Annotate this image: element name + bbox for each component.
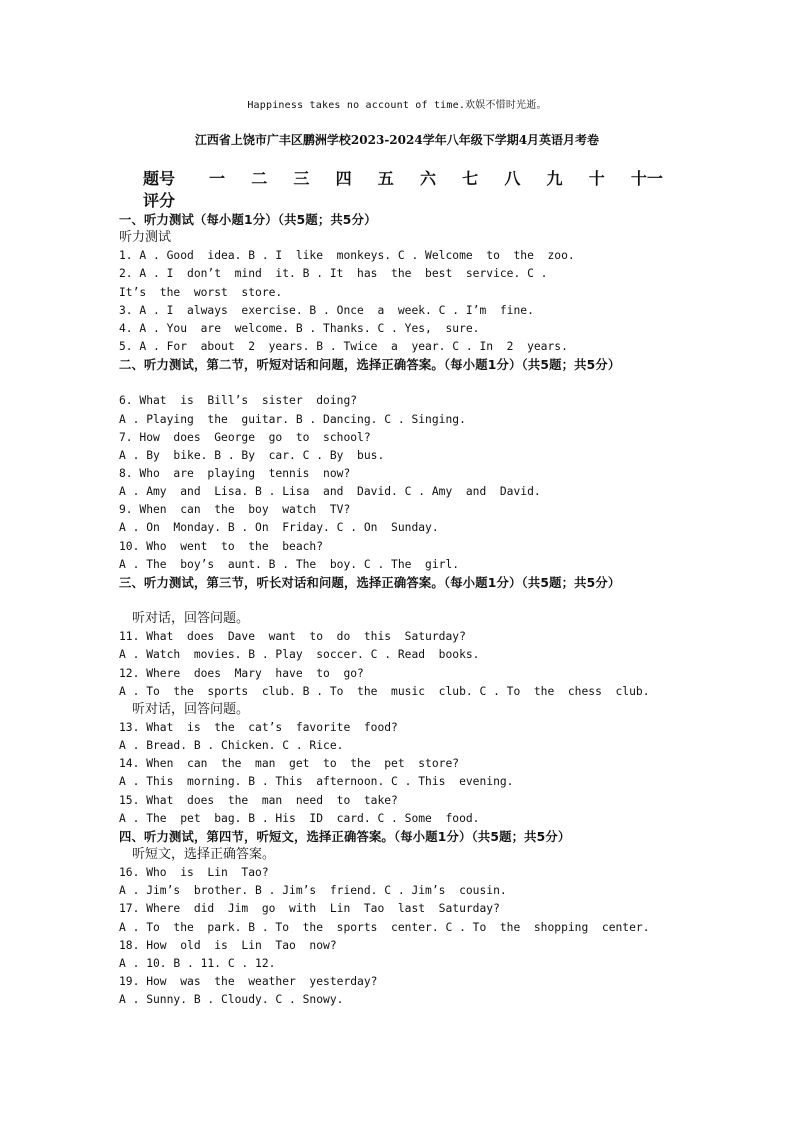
question-line: 13. What is the cat’s favorite food?	[119, 720, 398, 734]
question-line: 1. A . Good idea. B . I like monkeys. C . Welcome to the zoo.	[119, 249, 575, 263]
question-line: A . Watch movies. B . Play soccer. C . Read books.	[119, 648, 480, 662]
question-line: A . On Monday. B . On Friday. C . On Sunday.	[119, 521, 439, 535]
question-line: A . The boy’s aunt. B . The boy. C . The girl.	[119, 557, 460, 571]
section-heading: 三、听力测试，第三节，听长对话和问题，选择正确答案。（每小题1分）（共5题；共5分）	[119, 575, 621, 590]
score-table-question-label: 题号	[143, 169, 176, 188]
question-line: 7. How does George go to school?	[119, 430, 371, 444]
question-line: A . Amy and Lisa. B . Lisa and David. C . Amy and David.	[119, 485, 541, 499]
question-line: 16. Who is Lin Tao?	[119, 866, 269, 880]
section-instruction: 听短文，选择正确答案。	[132, 846, 276, 862]
score-column: 十一	[630, 169, 663, 188]
exam-content	[119, 211, 671, 1009]
score-column: 三	[293, 169, 310, 188]
section-heading: 一、听力测试（每小题1分）（共5题；共5分）	[119, 213, 377, 227]
section-heading: 四、听力测试，第四节，听短文，选择正确答案。（每小题1分）（共5题；共5分）	[119, 829, 571, 844]
question-line: 5. A . For about 2 years. B . Twice a year. C . In 2 years.	[119, 339, 568, 353]
section-instruction: 听对话，回答问题。	[132, 611, 250, 627]
score-column: 五	[377, 169, 394, 188]
question-line: 8. Who are playing tennis now?	[119, 466, 351, 480]
score-column: 九	[546, 169, 563, 188]
score-table-header-row	[143, 166, 663, 189]
score-column: 十	[588, 169, 605, 188]
question-line: It’s the worst store.	[119, 285, 283, 299]
question-line: A . Jim’s brother. B . Jim’s friend. C . Jim’s cousin.	[119, 884, 507, 898]
question-line: A . This morning. B . This afternoon. C . This evening.	[119, 775, 514, 789]
score-column: 七	[462, 169, 479, 188]
question-line: 15. What does the man need to take?	[119, 793, 398, 807]
question-line: A . Sunny. B . Cloudy. C . Snowy.	[119, 993, 344, 1007]
section-heading: 二、听力测试，第二节，听短对话和问题，选择正确答案。（每小题1分）（共5题；共5分）	[119, 358, 621, 373]
question-line: 14. When can the man get to the pet store?	[119, 757, 460, 771]
score-column: 八	[504, 169, 521, 188]
question-line: A . Playing the guitar. B . Dancing. C . Singing.	[119, 412, 466, 426]
question-line: 6. What is Bill’s sister doing?	[119, 394, 358, 408]
question-line: 17. Where did Jim go with Lin Tao last Saturday?	[119, 902, 500, 916]
question-line: 11. What does Dave want to do this Saturday?	[119, 630, 466, 644]
score-column: 四	[335, 169, 352, 188]
question-line: A . The pet bag. B . His ID card. C . Some food.	[119, 811, 480, 825]
score-column: 二	[251, 169, 268, 188]
question-line: 12. Where does Mary have to go?	[119, 666, 364, 680]
question-line: A . Bread. B . Chicken. C . Rice.	[119, 739, 344, 753]
question-line: 9. When can the boy watch TV?	[119, 503, 351, 517]
question-line: 3. A . I always exercise. B . Once a week. C . I’m fine.	[119, 303, 534, 317]
score-column: 六	[419, 169, 436, 188]
page-header-quote: Happiness takes no account of time.欢娱不惜时光逝。	[247, 100, 547, 111]
score-column: 一	[209, 169, 226, 188]
question-line: A . 10. B . 11. C . 12.	[119, 956, 276, 970]
question-line: 4. A . You are welcome. B . Thanks. C . Yes, sure.	[119, 321, 480, 335]
score-table-columns	[203, 166, 663, 189]
question-line: 18. How old is Lin Tao now?	[119, 938, 337, 952]
exam-title: 江西省上饶市广丰区鹏洲学校2023-2024学年八年级下学期4月英语月考卷	[194, 133, 600, 147]
section-instruction: 听力测试	[119, 230, 172, 246]
question-line: 10. Who went to the beach?	[119, 539, 324, 553]
question-line: A . To the park. B . To the sports center. C . To the shopping center.	[119, 920, 650, 934]
question-line: 2. A . I don’t mind it. B . It has the best service. C .	[119, 267, 548, 281]
question-line: A . To the sports club. B . To the music club. C . To the chess club.	[119, 684, 650, 698]
section-instruction: 听对话，回答问题。	[132, 701, 250, 717]
question-line: A . By bike. B . By car. C . By bus.	[119, 448, 385, 462]
score-table-score-label: 评分	[143, 191, 176, 210]
question-line: 19. How was the weather yesterday?	[119, 974, 378, 988]
